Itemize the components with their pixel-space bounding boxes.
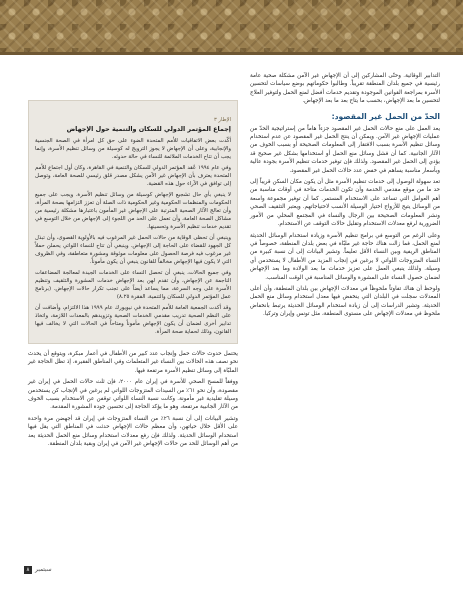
page-footer [24,566,52,574]
sidebar-paragraph: وينبغي أن تحظى الوقاية من حالات الحمل غير المرغوب فيه بالأولوية القصوى، وأن تبذل كل الجهود للقضاء على الحاجة إلى الإجهاض. وينبغي أن تتاح للنساء اللواتي يحملن حملاً غير مرغوب فيه فرصة الحصول على معلومات موثوقة ومشورة متعاطفة، وفي الظروف التي لا يكون فيها الإجهاض مخالفاً للقانون ينبغي أن يكون مأموناً. [35,235,231,265]
sidebar-paragraph: وفي جميع الحالات، ينبغي أن تحصل النساء على الخدمات الجيدة لمعالجة المضاعفات الناجمة عن الإجهاض، وأن تقدم لهن بعد الإجهاض خدمات المشورة والتثقيف وتنظيم الأسرة على وجه السرعة، مما يساعد أيضاً على تجنب تكرار حالات الإجهاض. (برنامج عمل المؤتمر الدولي للسكان والتنمية، الفقرة ٨.٢٥) [35,270,231,300]
header-divider [0,52,463,55]
section-paragraph: وعلى الرغم من التوسع في برامج تنظيم الأسرة وزيادة استخدام الوسائل الحديثة لمنع الحمل، فما زالت هناك حاجة غير ملبّاة في بعض بلدان المنطقة، خصوصاً في المناطق الريفية وبين النساء الأقل تعليماً. وتشير البيانات إلى أن نسبة كبيرة من النساء المتزوجات اللواتي لا يرغبن في إنجاب المزيد من الأطفال لا يستخدمن أي وسيلة. ولذلك ينبغي العمل على تعزيز خدمات ما بعد الولادة وما بعد الإجهاض لضمان حصول النساء على المشورة والوسائل المناسبة في الوقت المناسب. [250,232,440,281]
left-column [28,100,238,451]
body-paragraph: وتشير البيانات إلى أن نسبة ٢٦٪ من النساء المتزوجات في إيران قد أجهضن مرة واحدة على الأقل خلال حياتهن، وأن معظم حالات الإجهاض حدثت في المناطق التي يقل فيها استخدام الوسائل الحديثة. ولذلك فإن رفع معدلات استخدام وسائل منع الحمل الحديثة يعد من أهم الوسائل للحد من حالات الإجهاض غير الآمن في إيران وبقية بلدان المنطقة. [28,415,238,448]
section-heading: الحدّ من الحمل غير المقصود: [331,111,440,121]
sidebar-paragraph: وقد أكدت الجمعية العامة للأمم المتحدة في نيويورك عام ١٩٩٩ هذا الالتزام، وأضافت أن على النظم الصحية تدريب مقدمي الخدمات الصحية وتزويدهم بالمعدات اللازمة، واتخاذ تدابير أخرى لضمان أن يكون الإجهاض مأموناً ومتاحاً في الحالات التي لا يخالف فيها القانون، وذلك لحماية صحة المرأة. [35,305,232,335]
sidebar-paragraph: لا ينبغي بأي حال تشجيع الإجهاض كوسيلة من وسائل تنظيم الأسرة. ويجب على جميع الحكومات والمنظمات الحكومية وغير الحكومية ذات الصلة أن تعزز التزامها بصحة المرأة، وأن تعالج الآثار الصحية المترتبة على الإجهاض غير المأمون باعتبارها مشكلة رئيسية من مشاكل الصحة العامة، وأن تعمل على الحد من اللجوء إلى الإجهاض من خلال التوسع في تقديم خدمات تنظيم الأسرة وتحسينها. [35,192,231,230]
body-paragraph: يحتمل حدوث حالات حمل وإنجاب عدد كبير من الأطفال في أعمار مبكرة، ويتوقع أن يحدث نحو نصف هذه الحالات بين النساء غير المتعلمات وفي المناطق الفقيرة، إذ تظل الحاجة غير الملبّاة إلى وسائل تنظيم الأسرة مرتفعة فيها. [28,351,238,374]
section-paragraph: يعد العمل على منع حالات الحمل غير المقصود جزءاً هاماً من إستراتيجية الحدّ من عمليات الإجهاض غير الآمن. ويمكن أن ينتج الحمل غير المقصود عن عدم استخدام وسائل تنظيم الأسرة بسبب الافتقار إلى المعلومات الصحيحة أو بسبب الخوف من الآثار الجانبية. كما أن فشل وسائل منع الحمل أو استخدامها بشكل غير صحيح قد يؤدي إلى الحمل غير المقصود. ولذلك فإن توفير خدمات تنظيم الأسرة بجودة عالية وبأسعار مناسبة يساهم في خفض عدد حالات الحمل غير المقصود. [250,125,440,174]
sidebar-paragraph: وفي عام ١٩٩٤ عُقد المؤتمر الدولي للسكان والتنمية في القاهرة، وكان أول اجتماع للأمم المتحدة يعترف بأن الإجهاض غير الآمن يشكل مصدر قلق رئيسي للصحة العامة، وتوصل إلى توافق في الآراء حول هذه القضية. [35,165,232,187]
sidebar-box [28,100,238,344]
sidebar-tag: الإطار ٣ [213,117,231,123]
intro-paragraph: التدابير الوقائية. وحتّى المشاركين إلى أن الإجهاض غير الآمن مشكلة صحية عامة رئيسية في جميع بلدان المنطقة تقريباً. وطالبوا حكوماتهم بوضع سياسات لتحسين الأسرة بمراجعة القوانين الموجودة وتقديم خدمات أفضل لمنع الحمل ولتوفير العلاج لتحسين ما بعد الإجهاض، بحسب ما يتاح بعد ما بعد الإجهاض. [250,73,440,105]
sidebar-paragraph: أكّدت بعض الاتفاقيات للأمم المتحدة الضوء على حق كل امرأة في الصحة الجنسية والإنجابية، وعلى أن الإجهاض لا يجوز الترويج له كوسيلة من وسائل تنظيم الأسرة، وإنما يجب أن تتاح الخدمات الملائمة للنساء في حالة حدوثه. [35,138,231,160]
page-number: ٨ [24,566,32,574]
section-paragraph: ولوحظ أن هناك تفاوتاً ملحوظاً في معدلات الإجهاض بين بلدان المنطقة، وأن أعلى المعدلات سجلت في البلدان التي ينخفض فيها معدل استخدام وسائل منع الحمل الحديثة. وتشير الدراسات إلى أن زيادة استخدام الوسائل الحديثة يرتبط بانخفاض ملحوظ في معدلات الإجهاض على مستوى المنطقة، مثل تونس وإيران وتركيا. [250,285,440,318]
decorative-header-band [0,0,463,52]
right-column [250,72,440,322]
sidebar-title: إجماع المؤتمر الدولي للسكان والتنمية حول الإجهاض [66,125,231,133]
section-paragraph: تعد سهولة الوصول إلى خدمات تنظيم الأسرة مثل أن يكون مكان السكن قريباً إلى حد ما من موقع مقدمي الخدمة وأن تكون الخدمات متاحة في أوقات مناسبة من أهم العوامل التي تساعد على الاستخدام المستمر. كما أن توفير مجموعة واسعة من الوسائل يتيح للأزواج اختيار الوسيلة الأنسب لاحتياجاتهم. ويعتبر التثقيف الصحي ونشر المعلومات الصحيحة بين الرجال والنساء في المجتمع المحلي من الأمور الضرورية لرفع معدلات الاستخدام وتقليل حالات التوقف عن الاستخدام. [250,179,440,228]
footer-label: سبتمبر [35,567,52,573]
body-paragraph: ووفقاً للمسح الصحي للأسرة في إيران عام ٢٠٠٠، فإن ثلث حالات الحمل في إيران غير مقصودة، وأن نحو ٦١٪ من السيدات المتزوجات اللواتي لم يرغبن في الإنجاب كن يستخدمن وسيلة تقليدية غير مأمونة. وكانت نسبة النساء اللواتي توقفن عن الاستخدام بسبب الخوف من الآثار الجانبية مرتفعة، وهو ما يؤكد الحاجة إلى تحسين جودة المشورة المقدمة. [28,379,238,411]
